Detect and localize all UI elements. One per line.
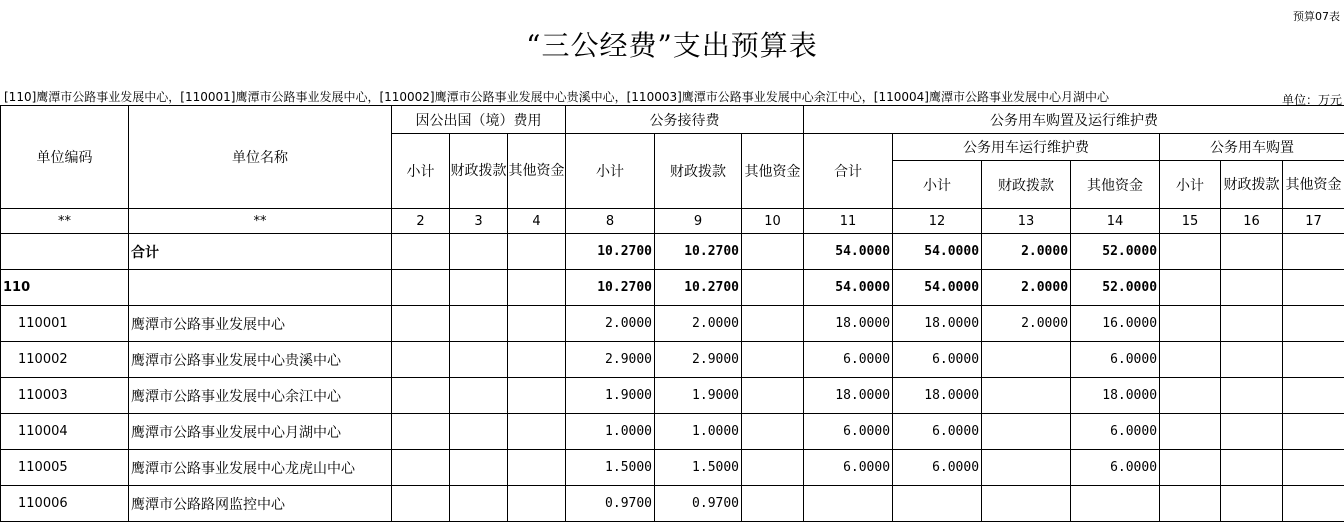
amount-cell: 1.9000 [655, 378, 742, 414]
amount-cell: 18.0000 [893, 378, 982, 414]
amount-cell [392, 450, 450, 486]
units-line: [110]鹰潭市公路事业发展中心，[110001]鹰潭市公路事业发展中心，[110002]鹰潭市公路事业发展中心贵溪中心，[110003]鹰潭市公路事业发展中心余江中心，[110004]鹰潭市公路事业发展中心月湖中心 [4, 90, 1109, 104]
amount-cell: 54.0000 [804, 234, 893, 270]
amount-cell [742, 342, 804, 378]
header-operation-other: 其他资金 [1071, 161, 1160, 209]
amount-cell [1160, 270, 1221, 306]
unit-name-cell: 鹰潭市公路事业发展中心 [129, 306, 392, 342]
amount-cell: 6.0000 [804, 414, 893, 450]
amount-cell: 6.0000 [893, 342, 982, 378]
column-index-cell: 12 [893, 209, 982, 234]
amount-cell [742, 414, 804, 450]
header-abroad-other: 其他资金 [508, 134, 566, 209]
amount-cell: 1.9000 [566, 378, 655, 414]
amount-cell [982, 486, 1071, 522]
amount-cell [982, 450, 1071, 486]
header-reception-subtotal: 小计 [566, 134, 655, 209]
table-row [1, 234, 1344, 270]
unit-name-cell: 鹰潭市公路路网监控中心 [129, 486, 392, 522]
amount-cell [508, 306, 566, 342]
column-index-cell: 9 [655, 209, 742, 234]
amount-cell [508, 378, 566, 414]
amount-cell [1221, 414, 1283, 450]
unit-code-cell: 110001 [1, 306, 129, 342]
amount-cell [1071, 486, 1160, 522]
header-unit-code: 单位编码 [1, 106, 129, 209]
column-index-cell: 11 [804, 209, 893, 234]
column-index-cell: 16 [1221, 209, 1283, 234]
header-vehicle: 公务用车购置及运行维护费 [804, 106, 1344, 134]
table-row [1, 414, 1344, 450]
amount-cell: 1.0000 [655, 414, 742, 450]
unit-code-cell: 110006 [1, 486, 129, 522]
amount-cell [1283, 306, 1344, 342]
header-operation-fiscal: 财政拨款 [982, 161, 1071, 209]
table-row [1, 342, 1344, 378]
amount-cell [742, 378, 804, 414]
amount-cell [450, 378, 508, 414]
unit-name-cell: 鹰潭市公路事业发展中心龙虎山中心 [129, 450, 392, 486]
amount-cell: 2.0000 [982, 234, 1071, 270]
amount-cell [1283, 342, 1344, 378]
amount-cell: 1.5000 [566, 450, 655, 486]
amount-cell: 16.0000 [1071, 306, 1160, 342]
column-index-cell: 10 [742, 209, 804, 234]
page-title: “三公经费”支出预算表 [526, 29, 818, 62]
amount-cell: 2.9000 [566, 342, 655, 378]
header-purchase-other: 其他资金 [1283, 161, 1344, 209]
amount-cell [742, 450, 804, 486]
amount-cell [1221, 306, 1283, 342]
amount-cell [742, 234, 804, 270]
header-vehicle-purchase: 公务用车购置 [1160, 134, 1344, 161]
header-reception-fiscal: 财政拨款 [655, 134, 742, 209]
amount-cell: 10.2700 [566, 270, 655, 306]
amount-cell [450, 414, 508, 450]
amount-cell [450, 270, 508, 306]
amount-cell [1283, 486, 1344, 522]
amount-cell [742, 270, 804, 306]
unit-code-cell: 110002 [1, 342, 129, 378]
amount-cell [1221, 342, 1283, 378]
amount-cell [1221, 378, 1283, 414]
column-index-cell: ** [129, 209, 392, 234]
column-index-cell: 13 [982, 209, 1071, 234]
unit-code-cell: 110 [1, 270, 129, 306]
column-index-cell: 3 [450, 209, 508, 234]
amount-cell [1283, 450, 1344, 486]
amount-cell: 54.0000 [893, 270, 982, 306]
amount-cell [392, 270, 450, 306]
amount-cell [392, 342, 450, 378]
header-abroad-fiscal: 财政拨款 [450, 134, 508, 209]
amount-cell: 54.0000 [804, 270, 893, 306]
amount-cell: 18.0000 [1071, 378, 1160, 414]
column-index-cell: 14 [1071, 209, 1160, 234]
amount-cell: 10.2700 [566, 234, 655, 270]
column-index-cell: 4 [508, 209, 566, 234]
header-reception-other: 其他资金 [742, 134, 804, 209]
amount-cell [804, 486, 893, 522]
amount-cell [508, 270, 566, 306]
column-index-cell: 8 [566, 209, 655, 234]
unit-name-cell: 鹰潭市公路事业发展中心月湖中心 [129, 414, 392, 450]
amount-cell [982, 378, 1071, 414]
amount-cell: 18.0000 [804, 378, 893, 414]
header-abroad-subtotal: 小计 [392, 134, 450, 209]
header-unit-name: 单位名称 [129, 106, 392, 209]
unit-code-cell: 110004 [1, 414, 129, 450]
column-index-row [1, 209, 1344, 234]
amount-cell [1160, 450, 1221, 486]
table-row [1, 306, 1344, 342]
unit-name-cell [129, 270, 392, 306]
amount-cell: 2.9000 [655, 342, 742, 378]
amount-cell [1160, 486, 1221, 522]
amount-cell [508, 234, 566, 270]
amount-cell [742, 306, 804, 342]
unit-name-cell: 鹰潭市公路事业发展中心余江中心 [129, 378, 392, 414]
amount-cell: 52.0000 [1071, 270, 1160, 306]
amount-cell [1160, 342, 1221, 378]
amount-cell [392, 234, 450, 270]
amount-cell: 6.0000 [893, 450, 982, 486]
amount-cell: 0.9700 [655, 486, 742, 522]
amount-cell: 1.5000 [655, 450, 742, 486]
amount-cell [508, 450, 566, 486]
amount-cell [1160, 378, 1221, 414]
amount-cell: 6.0000 [804, 450, 893, 486]
amount-cell: 54.0000 [893, 234, 982, 270]
amount-cell [1221, 450, 1283, 486]
amount-cell: 6.0000 [804, 342, 893, 378]
amount-cell [450, 306, 508, 342]
amount-cell: 6.0000 [1071, 414, 1160, 450]
unit-code-cell: 110003 [1, 378, 129, 414]
amount-cell: 18.0000 [804, 306, 893, 342]
header-purchase-subtotal: 小计 [1160, 161, 1221, 209]
amount-cell: 10.2700 [655, 270, 742, 306]
header-vehicle-total: 合计 [804, 134, 893, 209]
amount-cell [1283, 414, 1344, 450]
amount-cell: 6.0000 [893, 414, 982, 450]
unit-name-cell: 合计 [129, 234, 392, 270]
amount-cell [508, 486, 566, 522]
unit-name-cell: 鹰潭市公路事业发展中心贵溪中心 [129, 342, 392, 378]
amount-cell [450, 234, 508, 270]
amount-cell: 6.0000 [1071, 342, 1160, 378]
amount-cell [1221, 234, 1283, 270]
amount-cell [1160, 306, 1221, 342]
header-purchase-fiscal: 财政拨款 [1221, 161, 1283, 209]
amount-cell: 2.0000 [655, 306, 742, 342]
amount-cell: 52.0000 [1071, 234, 1160, 270]
unit-code-cell [1, 234, 129, 270]
amount-cell [392, 378, 450, 414]
column-index-cell: 2 [392, 209, 450, 234]
table-row [1, 450, 1344, 486]
amount-cell [1160, 234, 1221, 270]
amount-cell [508, 414, 566, 450]
header-operation-subtotal: 小计 [893, 161, 982, 209]
amount-cell [392, 486, 450, 522]
amount-cell [982, 342, 1071, 378]
table-row [1, 486, 1344, 522]
amount-cell [1283, 234, 1344, 270]
amount-cell [1160, 414, 1221, 450]
amount-cell: 6.0000 [1071, 450, 1160, 486]
unit-code-cell: 110005 [1, 450, 129, 486]
amount-cell: 10.2700 [655, 234, 742, 270]
amount-cell [1221, 486, 1283, 522]
amount-cell [1221, 270, 1283, 306]
header-vehicle-operation: 公务用车运行维护费 [893, 134, 1160, 161]
header-abroad: 因公出国（境）费用 [392, 106, 566, 134]
column-index-cell: ** [1, 209, 129, 234]
amount-cell [893, 486, 982, 522]
amount-cell [392, 306, 450, 342]
amount-cell [450, 342, 508, 378]
column-index-cell: 17 [1283, 209, 1344, 234]
amount-cell [450, 450, 508, 486]
amount-cell [450, 486, 508, 522]
amount-cell [982, 414, 1071, 450]
amount-cell [392, 414, 450, 450]
amount-cell: 2.0000 [982, 270, 1071, 306]
amount-cell: 18.0000 [893, 306, 982, 342]
amount-cell [1283, 378, 1344, 414]
amount-cell: 2.0000 [566, 306, 655, 342]
amount-cell: 2.0000 [982, 306, 1071, 342]
unit-label: 单位：万元 [1281, 93, 1342, 107]
table-row [1, 378, 1344, 414]
amount-cell: 0.9700 [566, 486, 655, 522]
header-reception: 公务接待费 [566, 106, 804, 134]
amount-cell [508, 342, 566, 378]
amount-cell [742, 486, 804, 522]
budget-table [0, 105, 1344, 522]
table-row [1, 270, 1344, 306]
amount-cell: 1.0000 [566, 414, 655, 450]
amount-cell [1283, 270, 1344, 306]
form-number: 预算07表 [1293, 10, 1340, 23]
column-index-cell: 15 [1160, 209, 1221, 234]
